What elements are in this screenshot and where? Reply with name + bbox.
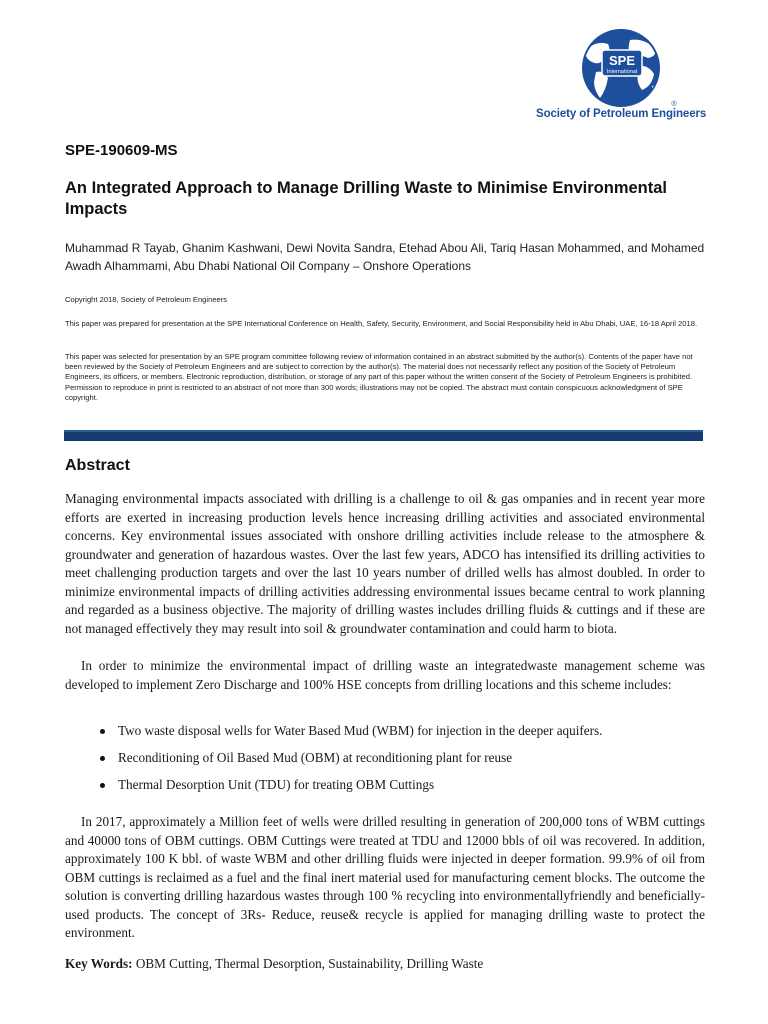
list-item-text: Reconditioning of Oil Based Mud (OBM) at reconditioning plant for reuse (118, 749, 513, 765)
copyright-notice: Copyright 2018, Society of Petroleum Engineers (65, 295, 228, 304)
author-list: Muhammad R Tayab, Ghanim Kashwani, Dewi Novita Sandra, Etehad Abou Ali, Tariq Hasan Mohammed, and Mohamed Awadh Alhammami, Abu Dhabi National Oil Company – Onshore Operations (65, 241, 705, 273)
bullet-icon (100, 756, 105, 761)
keywords-label: Key Words: (65, 956, 133, 971)
svg-text:SPE: SPE (608, 53, 636, 68)
bullet-icon (100, 729, 105, 734)
org-name: Society of Petroleum Engineers (536, 108, 707, 120)
list-item (98, 722, 698, 741)
abstract-paragraph-2: In order to minimize the environmental impact of drilling waste an integratedwaste management scheme was developed to implement Zero Discharge and 100% HSE concepts from drilling locations and this scheme includes: (65, 658, 705, 692)
globe-icon (556, 28, 686, 113)
spe-logo (536, 28, 706, 128)
bullet-icon (100, 783, 105, 788)
list-item (98, 776, 698, 795)
scheme-bullet-list (98, 722, 698, 802)
keywords-line (65, 955, 483, 974)
keywords-value: OBM Cutting, Thermal Desorption, Sustainability, Drilling Waste (132, 956, 484, 971)
paper-id: SPE-190609-MS (65, 142, 178, 159)
abstract-paragraph-1: Managing environmental impacts associated with drilling is a challenge to oil & gas ompanies and in recent year more efforts are exerted in increasing production levels hence increasing drilling activities and associated environmental concerns. Key environmental issues associated with onshore drilling activities include release to the atmosphere & groundwater and generation of hazardous wastes. Over the last few years, ADCO has intensified its drilling activities to meet challenging production targets and over the last 10 years number of drilled wells has almost doubled. In order to minimize environmental impacts of drilling activities addressing environmental issues became central to work planning and regarded as a business objective. The majority of drilling wastes includes drilling fluids & cuttings and if these are not managed effectively they may result into soil & groundwater contamination and could harm to biota. (65, 491, 705, 636)
section-divider (64, 430, 703, 441)
svg-text:®: ® (671, 101, 677, 108)
selection-note: This paper was selected for presentation by an SPE program committee following review of information contained in an abstract submitted by the author(s). Contents of the paper have not been reviewed by the Society of Petroleum Engineers and are subject to correction by the author(s). The material does not necessarily reflect any position of the Society of Petroleum Engineers, its officers, or members. Electronic reproduction, distribution, or storage of any part of this paper without the written consent of the Society of Petroleum Engineers is prohibited. Permission to reproduce in print is restricted to an abstract of not more than 300 words; illustrations may not be copied. The abstract must contain conspicuous acknowledgment of SPE copyright. (65, 352, 693, 402)
list-item (98, 749, 698, 768)
list-item-text: Two waste disposal wells for Water Based Mud (WBM) for injection in the deeper aquifers. (118, 723, 603, 738)
list-item-text: Thermal Desorption Unit (TDU) for treating OBM Cuttings (118, 776, 435, 792)
abstract-paragraph-3: In 2017, approximately a Million feet of wells were drilled resulting in generation of 200,000 tons of WBM cuttings and 40000 tons of OBM cuttings. OBM Cuttings were treated at TDU and 12000 bbls of oil was recovered. In addition, approximately 100 K bbl. of waste WBM and other drilling fluids were injected in deeper formation. 99.9% of oil from OBM cuttings is reclaimed as a fuel and the final inert material used for manufacturing cement blocks. The outcome the solution is converting drilling hazardous wastes through 100 % recycling into environmentallyfriendly and beneficially-used products. The concept of 3Rs- Reduce, reuse& recycle is applied for managing drilling waste to protect the environment. (65, 814, 705, 940)
abstract-heading: Abstract (65, 457, 130, 474)
svg-text:International: International (606, 69, 638, 75)
presentation-note: This paper was prepared for presentation at the SPE International Conference on Health, Safety, Security, Environment, and Social Responsibility held in Abu Dhabi, UAE, 16-18 April 2018. (65, 319, 698, 328)
paper-title: An Integrated Approach to Manage Drilling Waste to Minimise Environmental Impacts (65, 179, 668, 218)
